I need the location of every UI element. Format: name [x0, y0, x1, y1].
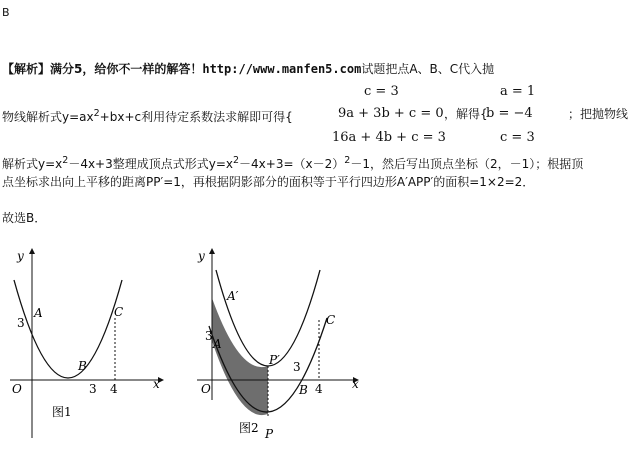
- system-eq-row-3: 16a + 4b + c = 3: [332, 130, 446, 145]
- fig1-label-3y: 3: [17, 316, 25, 330]
- line2-sup: 2: [93, 108, 100, 119]
- fig1-label-y: y: [17, 249, 24, 263]
- system-sol-row-3: c = 3: [500, 130, 535, 145]
- fig2-label-a: A: [213, 337, 222, 351]
- solution-heading: 【解析】满分5，给你不一样的解答！: [2, 62, 203, 76]
- fig2-label-y: y: [198, 249, 205, 263]
- fig2-label-ap: A′: [227, 289, 239, 303]
- system-eq-row-2: 9a + 3b + c = 0: [338, 106, 444, 121]
- fig1-parabola: [14, 280, 122, 378]
- figure-1: [0, 240, 175, 440]
- fig2-y-arrow-icon: [209, 248, 215, 254]
- solution-line-1: [2, 62, 494, 76]
- fig2-label-b: B: [299, 383, 308, 397]
- fig2-caption: 图2: [239, 421, 259, 435]
- fig2-label-pp: P′: [269, 353, 280, 367]
- line3-text-d: －1，然后写出顶点坐标（2，－1）；根据顶: [350, 157, 584, 171]
- system-eq-row-1: c = 3: [364, 84, 399, 99]
- fig1-caption: 图1: [52, 405, 72, 419]
- fig2-label-c: C: [326, 313, 336, 327]
- fig1-label-c: C: [114, 305, 124, 319]
- figure-2: [195, 240, 375, 460]
- line3-sup3: 2: [344, 155, 351, 166]
- line3-text-c: －4x+3=（x－2）: [239, 157, 345, 171]
- line3-text-a: 解析式y=x: [2, 157, 63, 171]
- solution-line-4: 点坐标求出向上平移的距离PP′=1，再根据阴影部分的面积等于平行四边形A′APP′的面积=1×2=2．: [2, 175, 535, 189]
- fig2-label-4x: 4: [315, 382, 323, 396]
- conclusion: 故选B．: [2, 211, 47, 225]
- fig1-label-x: x: [153, 377, 160, 391]
- solution-line-2: [2, 107, 293, 124]
- line2-text-d: ；把抛物线: [568, 107, 629, 121]
- fig2-label-x: x: [352, 377, 359, 391]
- fig1-label-o: O: [12, 382, 22, 396]
- system-sol-row-2: b = −4: [486, 106, 533, 121]
- line2-text-c: ，解得{: [444, 107, 488, 121]
- site-link[interactable]: http://www.manfen5.com: [202, 62, 362, 76]
- fig1-label-3x: 3: [89, 382, 97, 396]
- fig2-label-o: O: [201, 382, 211, 396]
- solution-line-3: [2, 154, 583, 171]
- fig2-label-3x: 3: [293, 360, 301, 374]
- fig1-y-arrow-icon: [29, 248, 35, 254]
- fig1-label-a: A: [34, 306, 43, 320]
- answer-letter: B: [2, 6, 10, 19]
- fig1-label-b: B: [78, 359, 87, 373]
- line3-text-b: －4x+3整理成顶点式形式y=x: [68, 157, 233, 171]
- fig2-label-3y: 3: [205, 329, 213, 343]
- line3-sup2: 2: [233, 155, 240, 166]
- line2-text-a: 物线解析式y=ax: [2, 110, 94, 124]
- system-sol-row-1: a = 1: [500, 84, 536, 99]
- fig2-label-p: P: [265, 427, 274, 441]
- line3-sup: 2: [62, 155, 69, 166]
- line2-text-b: +bx+c利用待定系数法求解即可得{: [99, 110, 293, 124]
- fig1-label-4x: 4: [110, 382, 118, 396]
- solution-line-1-tail: 试题把点A、B、C代入抛: [361, 62, 495, 76]
